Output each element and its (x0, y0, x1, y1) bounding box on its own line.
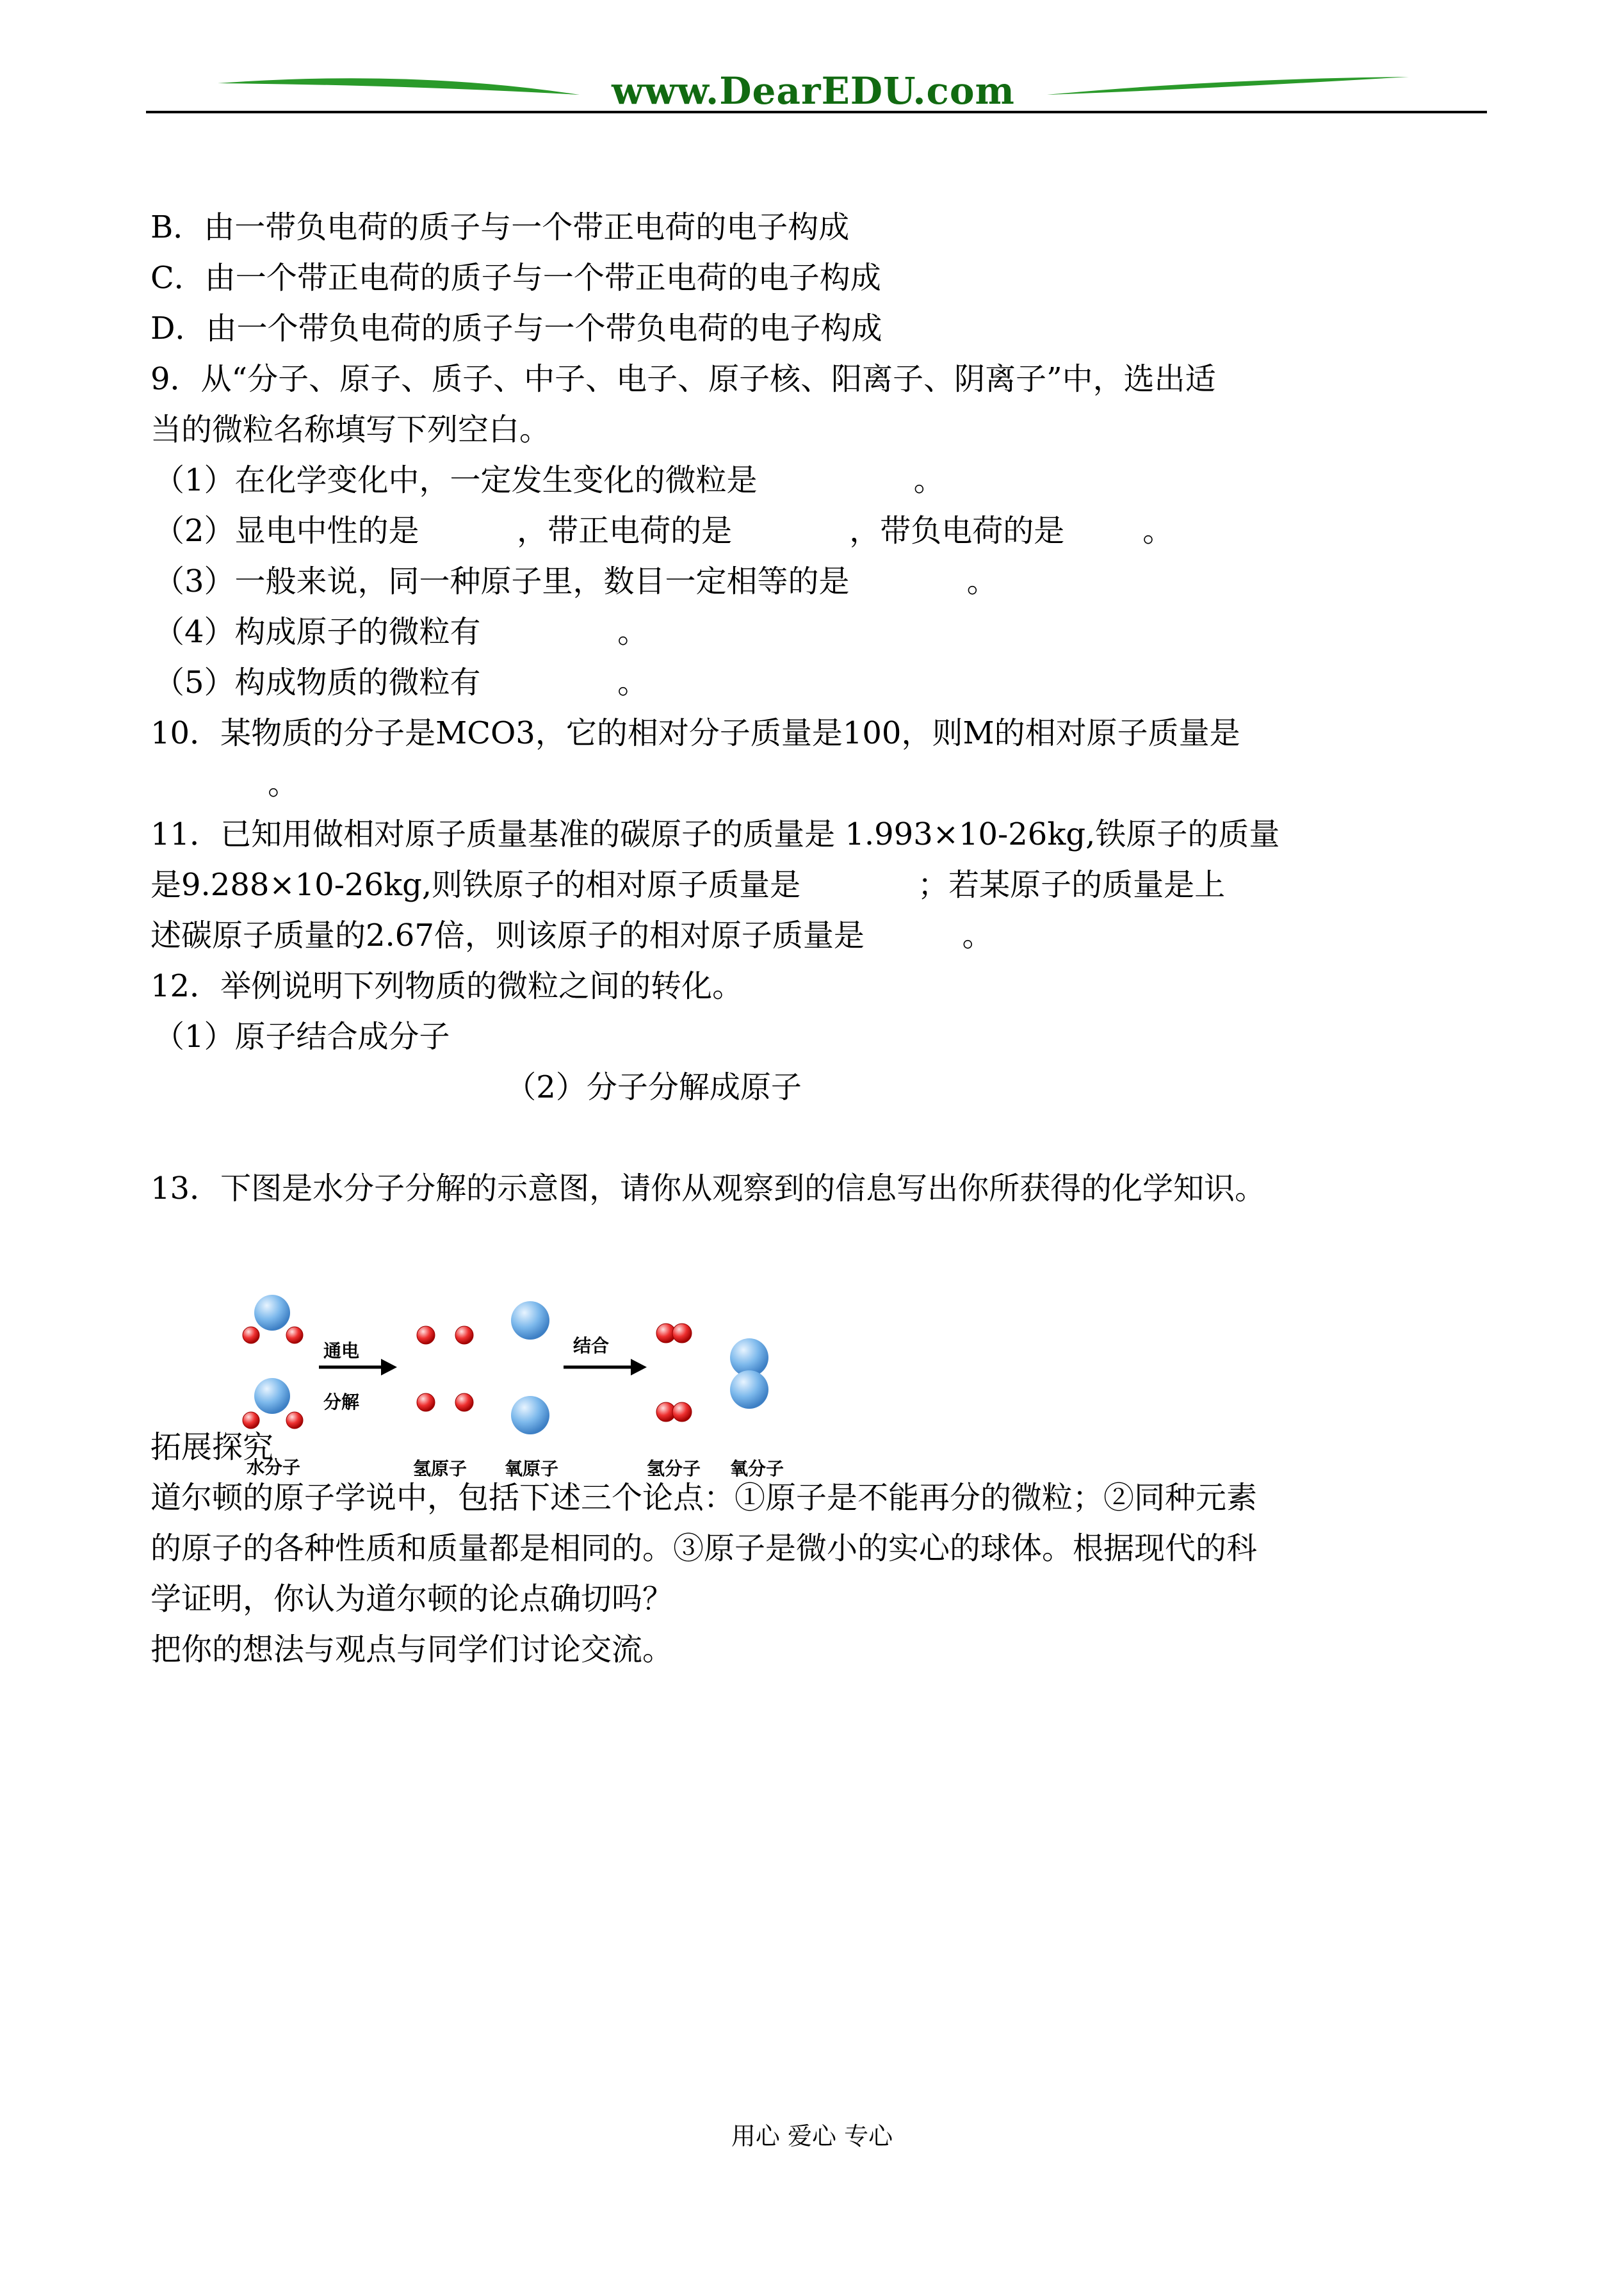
text-line: 述碳原子质量的2.67倍，则该原子的相对原子质量是 。 (150, 918, 993, 953)
label-hydrogen-molecule: 氢分子 (647, 1458, 701, 1479)
water-decomposition-diagram (237, 1287, 813, 1492)
water-molecule (243, 1295, 303, 1343)
arrow-label-combine: 结合 (573, 1335, 610, 1356)
text-line: B．由一带负电荷的质子与一个带正电荷的电子构成 (150, 209, 850, 245)
paragraph-line: 学证明，你认为道尔顿的论点确切吗？ (150, 1581, 674, 1617)
text-line: （2）显电中性的是 ，带正电荷的是 ，带负电荷的是 。 (154, 513, 1174, 549)
paragraph-line: 的原子的各种性质和质量都是相同的。③原子是微小的实心的球体。根据现代的科 (150, 1530, 1258, 1566)
text-line: （1）在化学变化中，一定发生变化的微粒是 。 (154, 462, 945, 498)
text-line: 9．从“分子、原子、质子、中子、电子、原子核、阳离子、阴离子”中，选出适 (150, 361, 1216, 397)
paragraph-line: 把你的想法与观点与同学们讨论交流。 (150, 1632, 674, 1667)
text-line: （3）一般来说，同一种原子里，数目一定相等的是 。 (154, 564, 998, 599)
text-line: （1）原子结合成分子 (154, 1019, 450, 1055)
text-line: （4）构成原子的微粒有 。 (154, 614, 649, 650)
label-oxygen-atom: 氧原子 (505, 1458, 559, 1479)
label-oxygen-molecule: 氧分子 (730, 1458, 784, 1479)
text-line: 当的微粒名称填写下列空白。 (150, 412, 551, 448)
text-line: 。 (150, 766, 299, 802)
text-line: 是9.288×10-26kg,则铁原子的相对原子质量是 ；若某原子的质量是上 (150, 867, 1226, 903)
site-logo[interactable]: www.DearEDU.com (612, 69, 1015, 113)
text-line: 11．已知用做相对原子质量基准的碳原子的质量是 1.993×10-26kg,铁原子的质量 (150, 816, 1280, 852)
text-line: 13．下图是水分子分解的示意图，请你从观察到的信息写出你所获得的化学知识。 (150, 1171, 1266, 1206)
header-rule (146, 111, 1487, 113)
water-molecule (243, 1378, 303, 1429)
arrow-label-decompose: 分解 (323, 1391, 360, 1413)
right-leaf-decoration (1044, 69, 1409, 108)
arrow-label-electrolysis: 通电 (323, 1340, 360, 1361)
left-leaf-decoration (218, 69, 583, 108)
label-water-molecule: 水分子 (247, 1457, 301, 1478)
text-line: D．由一个带负电荷的质子与一个带负电荷的电子构成 (150, 311, 882, 346)
text-line: 10．某物质的分子是MCO3，它的相对分子质量是100，则M的相对原子质量是 (150, 715, 1240, 751)
page-footer: 用心 爱心 专心 (731, 2122, 893, 2150)
text-line: （5）构成物质的微粒有 。 (154, 665, 649, 701)
text-line: C．由一个带正电荷的质子与一个带正电荷的电子构成 (150, 260, 881, 296)
paragraph-line: 道尔顿的原子学说中，包括下述三个论点：①原子是不能再分的微粒；②同种元素 (150, 1480, 1258, 1516)
text-line: 12．举例说明下列物质的微粒之间的转化。 (150, 968, 743, 1004)
section-title: 拓展探究 (150, 1429, 274, 1465)
label-hydrogen-atom: 氢原子 (413, 1458, 467, 1479)
text-line: （2）分子分解成原子 (154, 1069, 802, 1105)
